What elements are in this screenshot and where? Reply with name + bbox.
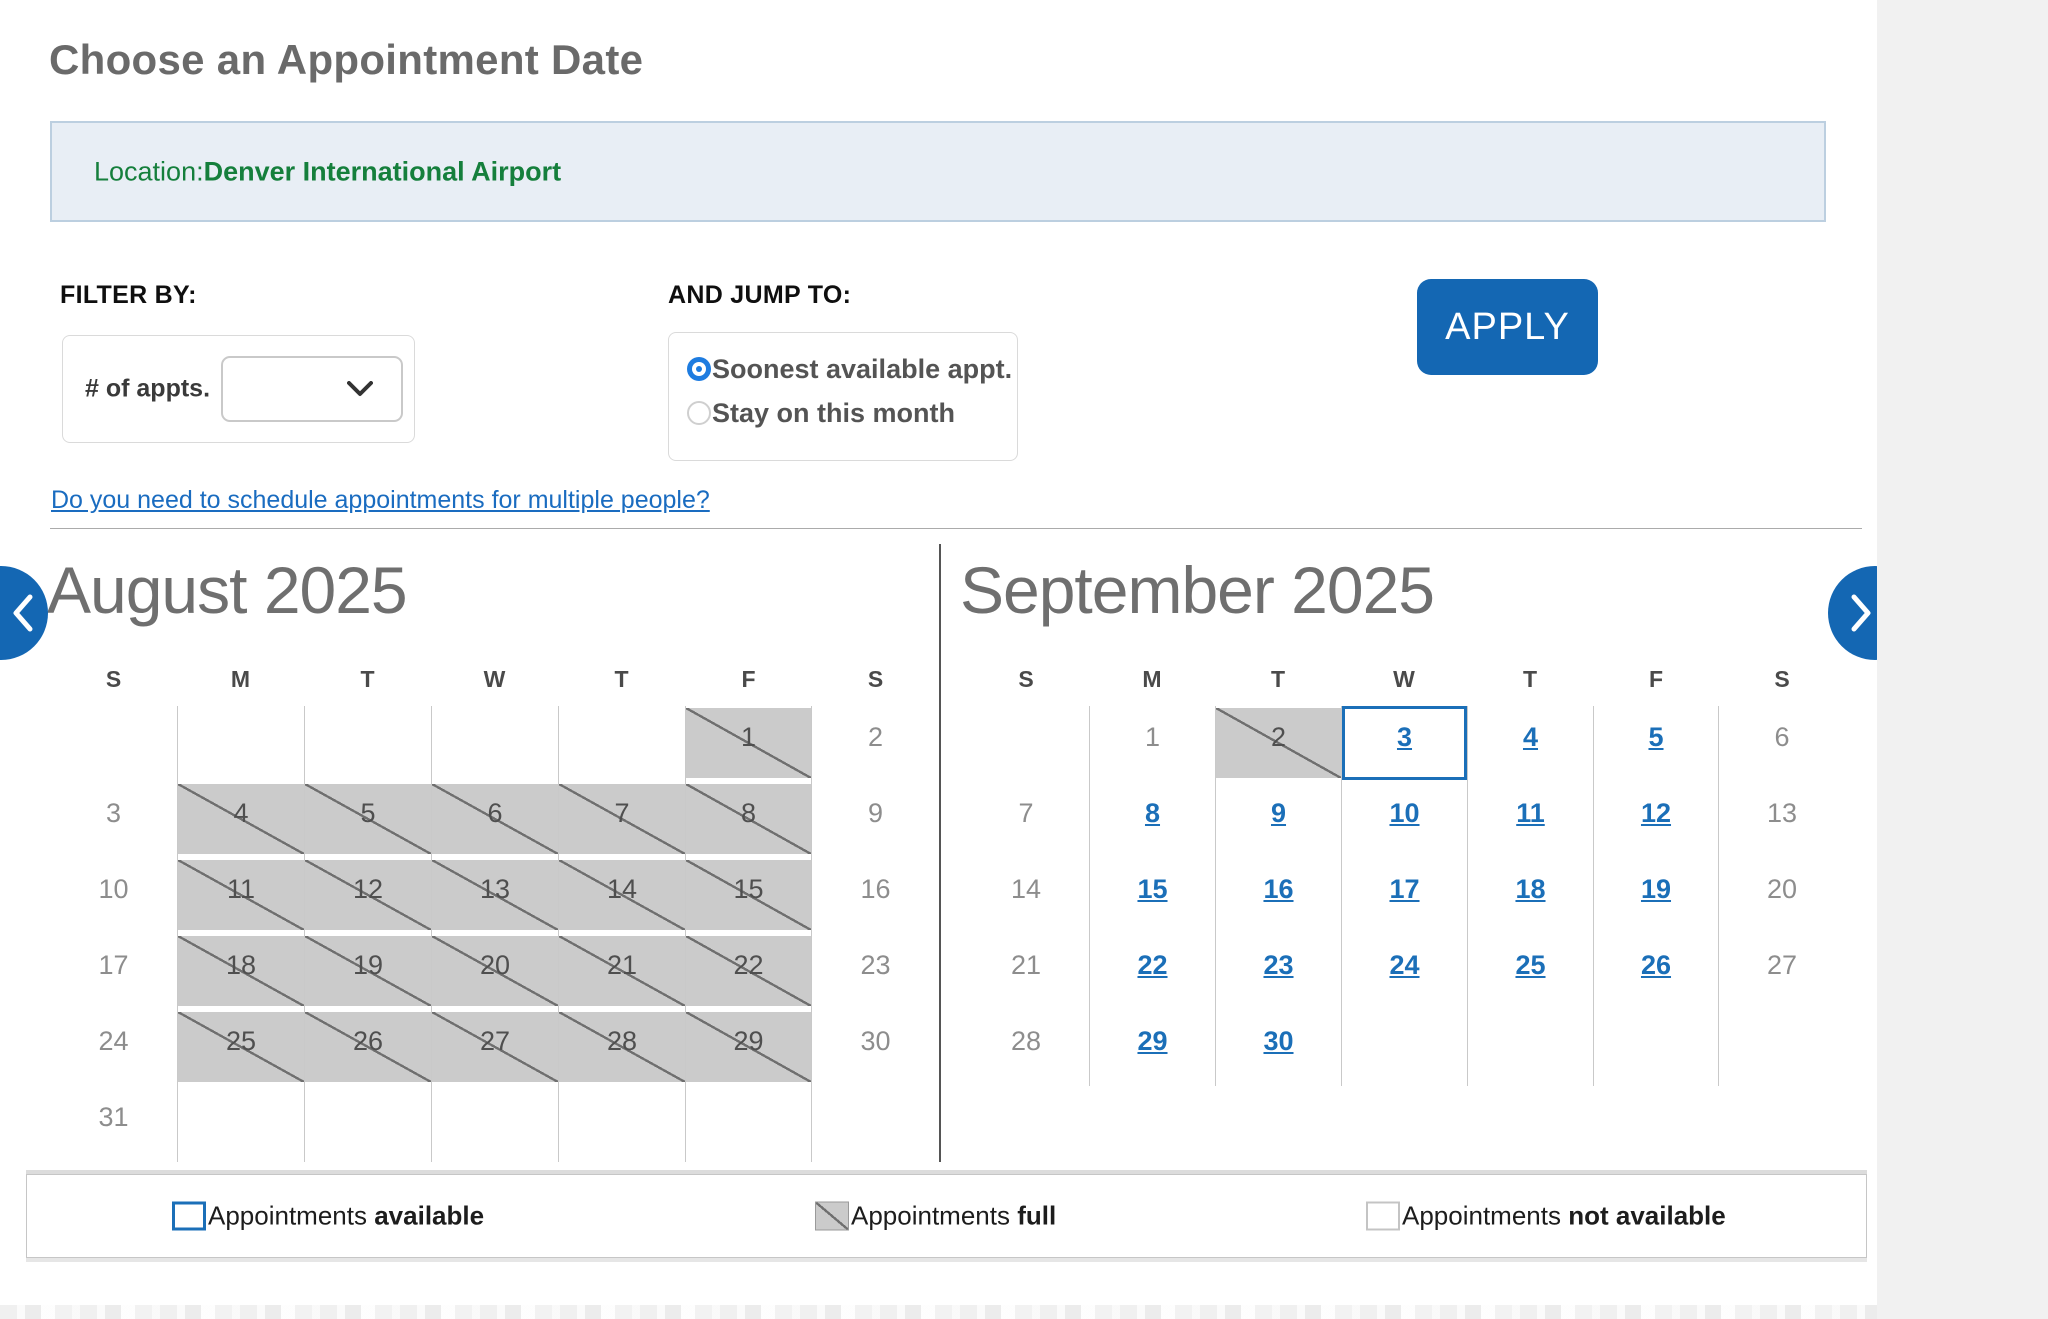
day-number: 25 (225, 1026, 257, 1056)
chevron-down-icon (347, 381, 373, 397)
day-number: 4 (233, 798, 249, 828)
day-cell-august-2025-2 (812, 706, 939, 782)
day-link-september-2025-12[interactable]: 12 (1640, 798, 1672, 828)
day-cell-august-2025-24 (50, 1010, 177, 1086)
location-label: Location: (94, 156, 204, 186)
day-number: 14 (606, 874, 638, 904)
apply-button[interactable]: APPLY (1417, 279, 1598, 375)
radio-soonest-available[interactable] (687, 355, 1012, 383)
day-number: 9 (867, 798, 884, 828)
day-header: W (483, 666, 506, 692)
day-number: 14 (1010, 874, 1042, 904)
day-header: F (741, 666, 756, 692)
day-cell-september-2025-9 (1215, 782, 1341, 858)
day-cell-september-2025-10 (1341, 782, 1467, 858)
location-value: Denver International Airport (203, 156, 562, 186)
day-cell-september-2025-3 (1341, 706, 1467, 782)
day-cell-august-2025-8 (685, 782, 812, 858)
day-number: 20 (479, 950, 511, 980)
day-header: M (1142, 666, 1162, 692)
day-cell-august-2025-9 (812, 782, 939, 858)
day-cell-august-2025-15 (685, 858, 812, 934)
day-cell-august-2025-5 (304, 782, 431, 858)
day-cell-august-2025-19 (304, 934, 431, 1010)
day-cell-august-2025-13 (431, 858, 558, 934)
day-cell-september-2025-13 (1719, 782, 1845, 858)
not-available-swatch-icon (1366, 1202, 1400, 1231)
day-cell-september-2025-20 (1719, 858, 1845, 934)
num-appts-select[interactable] (221, 356, 403, 422)
day-cell-september-2025-7 (963, 782, 1089, 858)
day-cell-empty (304, 1086, 431, 1162)
day-link-september-2025-15[interactable]: 15 (1137, 874, 1168, 904)
day-link-september-2025-5[interactable]: 5 (1648, 722, 1664, 752)
day-number: 7 (1018, 798, 1034, 828)
day-cell-empty (963, 706, 1089, 782)
day-cell-september-2025-19 (1593, 858, 1719, 934)
day-cell-september-2025-26 (1593, 934, 1719, 1010)
day-number: 11 (226, 874, 256, 904)
month-title: August 2025 (47, 553, 407, 627)
location-banner (50, 121, 1826, 222)
day-cell-empty (431, 706, 558, 782)
month-grid (50, 706, 939, 1162)
day-cell-september-2025-4 (1467, 706, 1593, 782)
day-number: 8 (740, 798, 757, 828)
day-cell-september-2025-8 (1089, 782, 1215, 858)
day-cell-september-2025-23 (1215, 934, 1341, 1010)
day-cell-september-2025-17 (1341, 858, 1467, 934)
month-title: September 2025 (960, 553, 1435, 627)
multiple-people-link[interactable]: Do you need to schedule appointments for multiple people? (51, 486, 710, 514)
chevron-left-icon (6, 591, 42, 635)
day-cell-august-2025-26 (304, 1010, 431, 1086)
day-number: 1 (740, 722, 757, 752)
day-number: 18 (225, 950, 257, 980)
day-header: S (1774, 666, 1790, 692)
day-cell-september-2025-2 (1215, 706, 1341, 782)
day-cell-empty (304, 706, 431, 782)
day-number: 17 (98, 950, 129, 980)
day-number: 13 (1766, 798, 1798, 828)
day-header: T (360, 666, 375, 692)
page-title: Choose an Appointment Date (49, 36, 644, 83)
chevron-right-icon (1842, 591, 1878, 635)
day-cell-august-2025-25 (177, 1010, 304, 1086)
day-cell-august-2025-29 (685, 1010, 812, 1086)
day-cell-empty (685, 1086, 812, 1162)
page-gutter (1877, 0, 2048, 1319)
day-cell-august-2025-22 (685, 934, 812, 1010)
day-cell-august-2025-10 (50, 858, 177, 934)
day-cell-empty (431, 1086, 558, 1162)
day-link-september-2025-11[interactable]: 11 (1516, 798, 1545, 828)
legend-item-full (815, 1201, 1056, 1232)
day-cell-august-2025-28 (558, 1010, 685, 1086)
day-header: S (1018, 666, 1034, 692)
previous-month-button[interactable] (0, 566, 48, 660)
day-link-september-2025-25[interactable]: 25 (1515, 950, 1546, 980)
filter-by-label: FILTER BY: (60, 281, 197, 309)
day-number: 6 (1774, 722, 1790, 752)
day-number: 21 (1010, 950, 1042, 980)
day-cell-august-2025-7 (558, 782, 685, 858)
day-cell-september-2025-27 (1719, 934, 1845, 1010)
day-link-september-2025-10[interactable]: 10 (1389, 798, 1420, 828)
day-number: 13 (479, 874, 511, 904)
day-cell-september-2025-24 (1341, 934, 1467, 1010)
day-cell-august-2025-31 (50, 1086, 177, 1162)
day-header: T (614, 666, 629, 692)
day-header: T (1270, 666, 1286, 692)
day-cell-august-2025-20 (431, 934, 558, 1010)
legend-label: Appointments full (851, 1200, 1057, 1231)
day-number: 28 (606, 1026, 638, 1056)
day-cell-empty (558, 1086, 685, 1162)
day-header: S (867, 666, 884, 692)
num-appts-label: # of appts. (85, 374, 211, 403)
day-link-september-2025-3[interactable]: 3 (1396, 722, 1413, 752)
day-number: 31 (98, 1102, 129, 1132)
day-number: 30 (860, 1026, 891, 1056)
day-cell-september-2025-15 (1089, 858, 1215, 934)
day-cell-september-2025-18 (1467, 858, 1593, 934)
day-number: 19 (352, 950, 384, 980)
day-cell-empty (177, 1086, 304, 1162)
day-link-september-2025-30[interactable]: 30 (1263, 1026, 1294, 1056)
day-number: 2 (1270, 722, 1287, 752)
radio-stay-on-month[interactable] (687, 399, 955, 427)
legend-label: Appointments not available (1402, 1200, 1726, 1231)
day-number: 26 (352, 1026, 384, 1056)
day-cell-empty (1719, 1010, 1845, 1086)
day-number: 12 (352, 874, 384, 904)
day-cell-september-2025-25 (1467, 934, 1593, 1010)
month-grid (963, 706, 1845, 1086)
filter-panel (62, 335, 415, 443)
day-cell-august-2025-14 (558, 858, 685, 934)
day-cell-august-2025-27 (431, 1010, 558, 1086)
jump-to-panel (668, 332, 1018, 461)
day-header: F (1648, 666, 1664, 692)
day-cell-august-2025-21 (558, 934, 685, 1010)
available-swatch-icon (172, 1202, 206, 1231)
day-cell-september-2025-1 (1089, 706, 1215, 782)
calendar-legend (26, 1174, 1867, 1258)
legend-item-not-available (1366, 1201, 1726, 1232)
day-number: 28 (1010, 1026, 1042, 1056)
day-cell-september-2025-29 (1089, 1010, 1215, 1086)
day-headers-row (963, 666, 1845, 693)
day-cell-september-2025-16 (1215, 858, 1341, 934)
day-cell-august-2025-17 (50, 934, 177, 1010)
day-cell-empty (177, 706, 304, 782)
day-number: 10 (98, 874, 129, 904)
day-number: 29 (733, 1026, 764, 1056)
legend-label: Appointments available (208, 1200, 485, 1231)
day-number: 3 (105, 798, 122, 828)
day-link-september-2025-19[interactable]: 19 (1640, 874, 1672, 904)
day-link-september-2025-8[interactable]: 8 (1144, 798, 1161, 828)
day-cell-august-2025-12 (304, 858, 431, 934)
day-cell-empty (1341, 1010, 1467, 1086)
day-link-september-2025-22[interactable]: 22 (1137, 950, 1168, 980)
day-headers-row (50, 666, 939, 693)
day-cell-august-2025-18 (177, 934, 304, 1010)
day-number: 21 (606, 950, 638, 980)
day-number: 23 (860, 950, 891, 980)
day-link-september-2025-17[interactable]: 17 (1389, 874, 1420, 904)
day-cell-august-2025-11 (177, 858, 304, 934)
day-cell-empty (50, 706, 177, 782)
day-number: 16 (860, 874, 891, 904)
full-swatch-icon (815, 1202, 849, 1231)
day-cell-september-2025-5 (1593, 706, 1719, 782)
day-cell-september-2025-28 (963, 1010, 1089, 1086)
day-link-september-2025-24[interactable]: 24 (1389, 950, 1420, 980)
day-cell-september-2025-6 (1719, 706, 1845, 782)
day-header: T (1522, 666, 1538, 692)
day-link-september-2025-16[interactable]: 16 (1263, 874, 1294, 904)
radio-stay-on-month-label: Stay on this month (712, 397, 955, 428)
cutoff-text-strip (0, 1305, 1877, 1319)
day-cell-empty (1593, 1010, 1719, 1086)
radio-button-icon[interactable] (687, 357, 711, 381)
day-number: 7 (614, 798, 630, 828)
calendar-month-divider (939, 544, 941, 1162)
day-cell-august-2025-3 (50, 782, 177, 858)
divider-horizontal (50, 528, 1862, 529)
day-number: 27 (479, 1026, 511, 1056)
day-cell-august-2025-23 (812, 934, 939, 1010)
day-link-september-2025-29[interactable]: 29 (1137, 1026, 1168, 1056)
day-cell-september-2025-14 (963, 858, 1089, 934)
day-link-september-2025-26[interactable]: 26 (1640, 950, 1672, 980)
location-text (94, 156, 561, 187)
day-cell-empty (812, 1086, 939, 1162)
day-cell-september-2025-12 (1593, 782, 1719, 858)
day-number: 22 (733, 950, 764, 980)
day-header: W (1393, 666, 1415, 692)
day-cell-empty (1467, 1010, 1593, 1086)
day-link-september-2025-4[interactable]: 4 (1522, 722, 1539, 752)
day-cell-august-2025-16 (812, 858, 939, 934)
day-number: 6 (487, 798, 503, 828)
day-header: S (105, 666, 122, 692)
day-link-september-2025-23[interactable]: 23 (1263, 950, 1294, 980)
legend-item-available (172, 1201, 484, 1232)
day-cell-september-2025-22 (1089, 934, 1215, 1010)
day-number: 15 (733, 874, 764, 904)
jump-to-label: AND JUMP TO: (668, 281, 852, 309)
day-link-september-2025-18[interactable]: 18 (1515, 874, 1546, 904)
radio-button-icon[interactable] (687, 401, 711, 425)
day-number: 20 (1766, 874, 1798, 904)
day-number: 24 (98, 1026, 129, 1056)
day-link-september-2025-9[interactable]: 9 (1270, 798, 1287, 828)
day-number: 2 (867, 722, 884, 752)
day-cell-september-2025-11 (1467, 782, 1593, 858)
day-cell-september-2025-30 (1215, 1010, 1341, 1086)
day-cell-empty (558, 706, 685, 782)
day-cell-august-2025-1 (685, 706, 812, 782)
day-header: M (230, 666, 251, 692)
day-cell-august-2025-30 (812, 1010, 939, 1086)
day-cell-august-2025-4 (177, 782, 304, 858)
day-number: 27 (1766, 950, 1798, 980)
day-cell-august-2025-6 (431, 782, 558, 858)
radio-soonest-available-label: Soonest available appt. (712, 353, 1013, 384)
day-number: 1 (1144, 722, 1161, 752)
day-cell-september-2025-21 (963, 934, 1089, 1010)
day-number: 5 (360, 798, 376, 828)
